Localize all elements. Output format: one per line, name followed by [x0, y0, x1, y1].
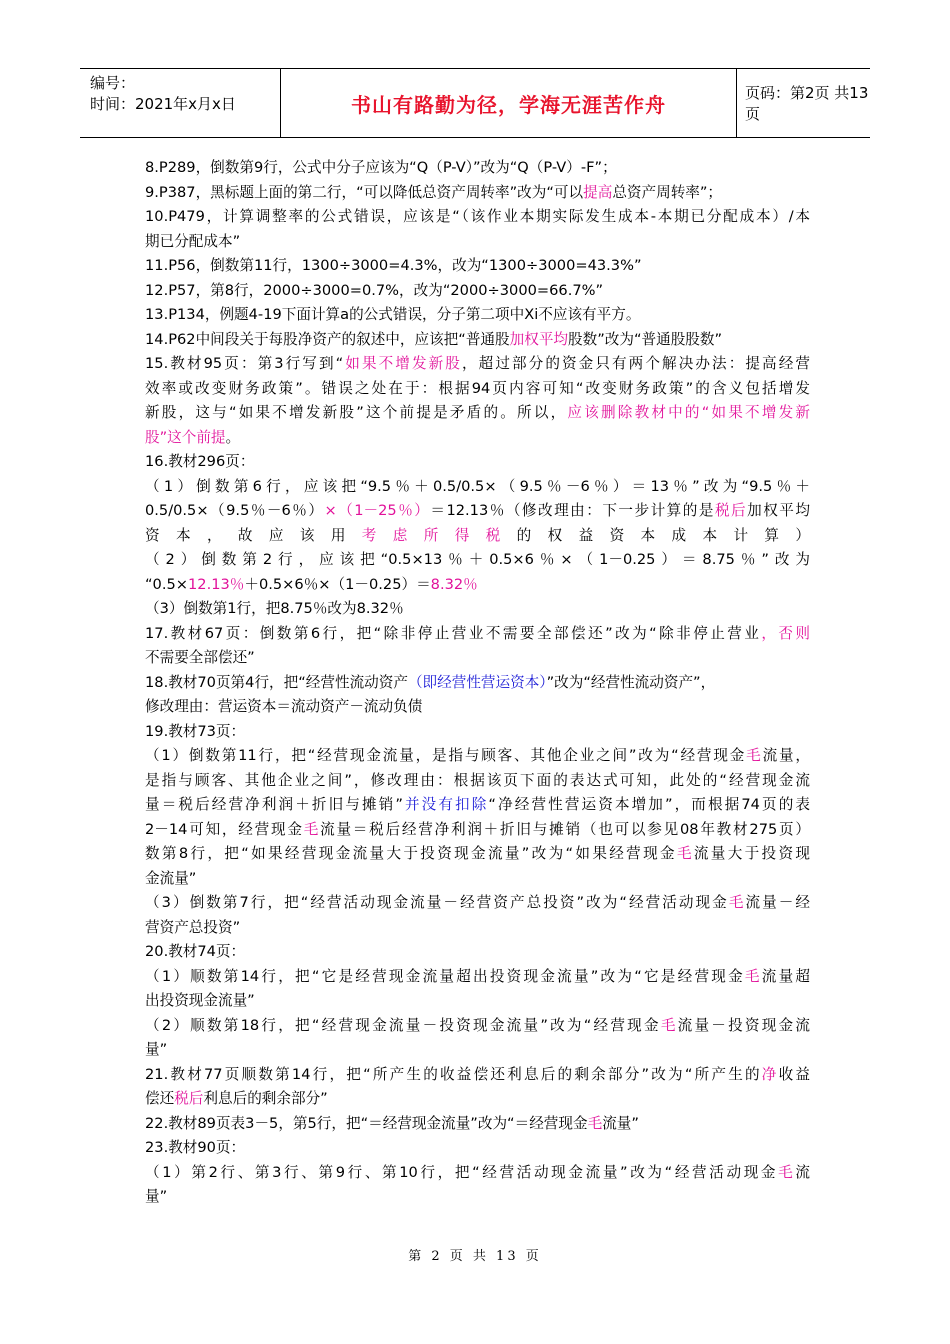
text-line — [145, 352, 810, 377]
text-line — [145, 499, 810, 524]
text-line — [145, 230, 810, 255]
text-line — [145, 818, 810, 843]
text-segment: 不需要全部偿还” — [145, 649, 255, 666]
text-line — [145, 940, 810, 965]
text-segment: 效率或改变财务政策”。错误之处在于：根据94页内容可知“改变财务政策”的含义包括增发 — [145, 379, 810, 397]
text-segment: 数第8行，把“如果经营现金流量大于投资现金流量”改为“如果经营现金 — [145, 845, 677, 862]
highlight-text: 毛 — [676, 845, 694, 862]
text-line — [145, 426, 810, 451]
text-line — [145, 573, 810, 598]
text-segment: 22.教材89页表3－5，第5行，把“＝经营现金流量”改为“＝经营现金 — [145, 1114, 588, 1132]
highlight-text: 8.32％ — [430, 575, 478, 593]
highlight-text: ，否则 — [761, 624, 810, 642]
text-segment: “0.5× — [145, 575, 188, 593]
highlight-text: 毛 — [587, 1114, 603, 1132]
text-line — [145, 303, 810, 328]
header-page-info: 页码：第2页 共13页 — [745, 84, 869, 123]
highlight-text: ×（1－25％） — [324, 502, 431, 519]
text-segment: 加权平均 — [747, 502, 810, 519]
highlight-text: 提高 — [583, 183, 613, 201]
text-segment: 8.P289，倒数第9行，公式中分子应该为“Q（P-V）”改为“Q（P-V）-F”； — [145, 159, 617, 176]
text-segment: （2）倒数第2行，应该把“0.5×13％＋0.5×6％×（1－0.25）＝8.75％”改为 — [145, 551, 810, 568]
text-segment: 15.教材95页：第3行写到“ — [145, 355, 344, 372]
text-segment: （1）顺数第14行，把“它是经营现金流量超出投资现金流量”改为“它是经营现金 — [145, 967, 745, 985]
text-segment: 利息后的剩余部分” — [203, 1090, 328, 1107]
text-segment: 是指与顾客、其他企业之间”，修改理由：根据该页下面的表达式可知，此处的“经营现金流 — [145, 771, 810, 789]
text-segment: 流 — [795, 1163, 810, 1181]
highlight-text-blue: （即经营性营运资本） — [407, 673, 547, 691]
header-page-cell — [737, 69, 870, 137]
text-segment: （1）倒数第6行，应该把“9.5％＋0.5/0.5×（9.5％－6％）＝13％”改为“9.5％＋ — [145, 477, 810, 495]
text-line — [145, 377, 810, 402]
header-meta — [80, 69, 280, 137]
highlight-text: 应该删除教材中的“如果不增发新 — [567, 404, 810, 421]
text-segment: 量” — [145, 1188, 168, 1205]
text-segment: 2－14可知，经营现金 — [145, 820, 304, 838]
text-segment: 13.P134，例题4-19下面计算a的公式错误，分子第二项中Xi不应该有平方。 — [145, 306, 641, 323]
text-line — [145, 1087, 810, 1112]
text-line — [145, 965, 810, 990]
text-line — [145, 1014, 810, 1039]
text-segment: 营资产总投资” — [145, 918, 241, 936]
text-segment: 12.P57，第8行，2000÷3000=0.7%，改为“2000÷3000=66.7%” — [145, 281, 604, 299]
highlight-text: 毛 — [778, 1163, 796, 1181]
text-line — [145, 842, 810, 867]
text-segment: 资本，故应该用 — [145, 526, 362, 544]
text-segment: （2）顺数第18行，把“经营现金流量－投资现金流量”改为“经营现金 — [145, 1016, 661, 1034]
text-segment: ＋0.5×6％×（1－0.25）＝ — [244, 575, 431, 593]
text-line — [145, 205, 810, 230]
text-segment: 量” — [145, 1041, 168, 1058]
text-line — [145, 720, 810, 745]
highlight-text: 税后 — [174, 1090, 204, 1107]
text-line — [145, 1038, 810, 1063]
text-segment: ，超过部分的资金只有两个解决办法：提高经营 — [461, 355, 810, 372]
highlight-text: 12.13％ — [188, 575, 245, 593]
text-segment: 流量大于投资现 — [693, 845, 810, 862]
text-segment: （3）倒数第7行，把“经营活动现金流量－经营资产总投资”改为“经营活动现金 — [145, 894, 729, 911]
text-segment: 股数”改为“普通股股数” — [568, 330, 723, 348]
text-line — [145, 744, 810, 769]
text-line — [145, 989, 810, 1014]
text-line — [145, 254, 810, 279]
highlight-text: 税后 — [714, 502, 748, 519]
text-line — [145, 671, 810, 696]
text-segment: 流量－投资现金流 — [677, 1016, 810, 1034]
text-segment: 21.教材77页顺数第14行，把“所产生的收益偿还利息后的剩余部分”改为“所产生的 — [145, 1065, 762, 1083]
text-segment: 修改理由：营运资本＝流动资产－流动负债 — [145, 698, 423, 715]
text-segment: 流量， — [762, 747, 810, 764]
highlight-text: 毛 — [744, 967, 762, 985]
page-header — [80, 68, 870, 138]
text-segment: 流量” — [602, 1114, 639, 1132]
text-segment: 19.教材73页： — [145, 722, 246, 740]
text-line — [145, 695, 810, 720]
text-line — [145, 793, 810, 818]
highlight-text-blue: 并没有扣除 — [402, 796, 489, 813]
text-line — [145, 328, 810, 353]
highlight-text: 毛 — [660, 1016, 678, 1034]
highlight-text: 毛 — [728, 894, 746, 911]
text-segment: 16.教材296页： — [145, 453, 255, 470]
page-footer: 第 2 页 共 13 页 — [408, 1249, 542, 1264]
text-line — [145, 1063, 810, 1088]
text-line — [145, 1136, 810, 1161]
text-segment: 20.教材74页： — [145, 943, 246, 960]
text-line — [145, 475, 810, 500]
highlight-text: 股”这个前提 — [145, 428, 226, 446]
text-line — [145, 401, 810, 426]
text-segment: 10.P479，计算调整率的公式错误，应该是“（该作业本期实际发生成本-本期已分配成本）/本 — [145, 208, 810, 225]
text-segment: 11.P56，倒数第11行，1300÷3000=4.3%，改为“1300÷3000=43.3%” — [145, 257, 642, 274]
highlight-text: 考虑所得税 — [361, 526, 517, 544]
text-segment: ＝12.13％（修改理由：下一步计算的是 — [430, 502, 715, 519]
text-line — [145, 622, 810, 647]
text-segment: “净经营性营运资本增加”，而根据74页的表 — [488, 796, 810, 813]
text-line — [145, 279, 810, 304]
text-segment: 。 — [225, 428, 241, 446]
text-segment: 0.5/0.5×（9.5％－6％） — [145, 502, 325, 519]
highlight-text: 净 — [761, 1065, 779, 1083]
header-motto: 书山有路勤为径，学海无涯苦作舟 — [351, 92, 666, 117]
text-line — [145, 597, 810, 622]
doc-number-label: 编号： — [90, 74, 136, 92]
text-line — [145, 891, 810, 916]
text-line — [145, 450, 810, 475]
text-segment: （1）第2行、第3行、第9行、第10行，把“经营活动现金流量”改为“经营活动现金 — [145, 1163, 779, 1181]
highlight-text: 加权平均 — [509, 330, 569, 348]
text-segment: 出投资现金流量” — [145, 992, 255, 1009]
text-line — [145, 1185, 810, 1210]
text-segment: 流量超 — [761, 967, 810, 985]
highlight-text: 如果不增发新股 — [343, 355, 462, 372]
text-segment: 9.P387，黑标题上面的第二行，“可以降低总资产周转率”改为“可以 — [145, 183, 584, 201]
doc-date-label: 时间：2021年x月x日 — [90, 95, 236, 113]
text-segment: 期已分配成本” — [145, 232, 241, 250]
text-segment: 金流量” — [145, 869, 197, 887]
text-segment: 14.P62中间段关于每股净资产的叙述中，应该把“普通股 — [145, 330, 510, 348]
text-segment: 量＝税后经营净利润＋折旧与摊销” — [145, 796, 403, 813]
text-line — [145, 181, 810, 206]
text-segment: 收益 — [778, 1065, 810, 1083]
text-segment: 流量＝税后经营净利润＋折旧与摊销（也可以参见08年教材275页） — [320, 820, 810, 838]
highlight-text: 毛 — [303, 820, 321, 838]
text-line — [145, 156, 810, 181]
text-segment: （1）倒数第11行，把“经营现金流量，是指与顾客、其他企业之间”改为“经营现金 — [145, 747, 747, 764]
text-segment: ”改为“经营性流动资产”， — [546, 673, 716, 691]
text-line — [145, 646, 810, 671]
text-segment: 23.教材90页： — [145, 1139, 246, 1156]
text-line — [145, 916, 810, 941]
text-line — [145, 524, 810, 549]
text-segment: 总资产周转率”； — [612, 183, 723, 201]
text-line — [145, 769, 810, 794]
text-segment: 的权益资本成本计算） — [516, 526, 810, 544]
text-line — [145, 1161, 810, 1186]
text-segment: 17.教材67页：倒数第6行，把“除非停止营业不需要全部偿还”改为“除非停止营业 — [145, 624, 762, 642]
text-segment: 流量－经 — [745, 894, 810, 911]
text-segment: 18.教材70页第4行，把“经营性流动资产 — [145, 673, 408, 691]
text-line — [145, 1112, 810, 1137]
text-line — [145, 548, 810, 573]
header-motto-cell — [280, 69, 737, 137]
document-body — [145, 156, 810, 1210]
text-segment: 偿还 — [145, 1090, 175, 1107]
text-line — [145, 867, 810, 892]
highlight-text: 毛 — [746, 747, 763, 764]
text-segment: 新股，这与“如果不增发新股”这个前提是矛盾的。所以， — [145, 404, 568, 421]
text-segment: （3）倒数第1行，把8.75％改为8.32％ — [145, 600, 404, 617]
